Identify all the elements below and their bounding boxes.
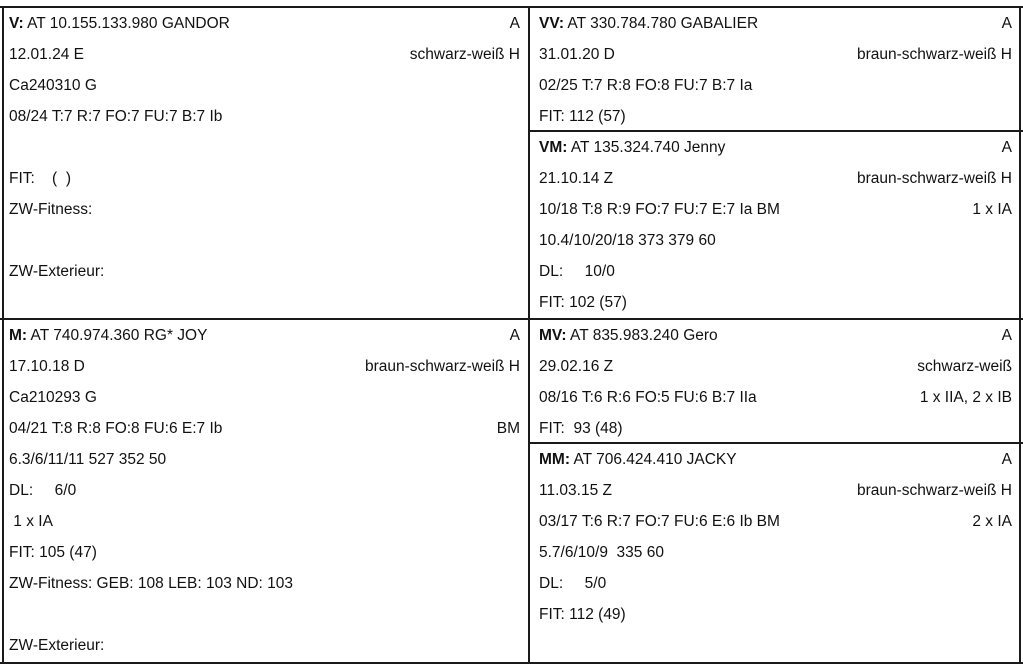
vm-color: braun-schwarz-weiß H xyxy=(856,170,1012,187)
vm-birthdate: 21.10.14 Z xyxy=(539,170,614,187)
dam-fit: FIT: 105 (47) xyxy=(9,544,97,561)
mv-fit: FIT: 93 (48) xyxy=(539,420,623,437)
mv-birthdate: 29.02.16 Z xyxy=(539,358,614,375)
mm-performance: 5.7/6/10/9 335 60 xyxy=(539,544,664,561)
dam-id-name: AT 740.974.360 RG* JOY xyxy=(27,327,208,344)
vm-performance: 10.4/10/20/18 373 379 60 xyxy=(539,232,716,249)
sire-label: V: xyxy=(9,15,24,32)
vm-award: 1 x IA xyxy=(972,201,1012,218)
mv-id-name: AT 835.983.240 Gero xyxy=(566,327,718,344)
sire-id-name: AT 10.155.133.980 GANDOR xyxy=(23,15,230,32)
sire-rating: 08/24 T:7 R:7 FO:7 FU:7 B:7 Ib xyxy=(9,108,223,125)
sire-block xyxy=(0,8,529,318)
dam-flag: A xyxy=(509,327,520,344)
sire-zw-fitness: ZW-Fitness: xyxy=(9,201,93,218)
sire-code: Ca240310 G xyxy=(9,77,97,94)
sire-birthdate: 12.01.24 E xyxy=(9,46,84,63)
vm-flag: A xyxy=(1001,139,1012,156)
vv-color: braun-schwarz-weiß H xyxy=(856,46,1012,63)
vm-fit: FIT: 102 (57) xyxy=(539,294,627,311)
bottom-border xyxy=(0,662,1023,664)
mm-label: MM: xyxy=(539,451,570,468)
dam-performance: 6.3/6/11/11 527 352 50 xyxy=(9,451,167,468)
dam-rating: 04/21 T:8 R:8 FO:8 FU:6 E:7 Ib xyxy=(9,420,223,437)
paternal-granddam-block xyxy=(530,132,1021,318)
dam-birthdate: 17.10.18 D xyxy=(9,358,85,375)
sire-zw-exterieur: ZW-Exterieur: xyxy=(9,263,105,280)
maternal-granddam-block xyxy=(530,444,1021,662)
mm-dl: DL: 5/0 xyxy=(539,575,607,592)
vv-fit: FIT: 112 (57) xyxy=(539,108,626,125)
mm-id-name: AT 706.424.410 JACKY xyxy=(570,451,737,468)
vv-flag: A xyxy=(1001,15,1012,32)
mv-color: schwarz-weiß xyxy=(917,358,1012,375)
mm-color: braun-schwarz-weiß H xyxy=(856,482,1012,499)
mm-birthdate: 11.03.15 Z xyxy=(539,482,612,499)
dam-award: 1 x IA xyxy=(9,513,53,530)
dam-block xyxy=(0,320,529,662)
vm-label: VM: xyxy=(539,139,568,156)
dam-zw-fitness: ZW-Fitness: GEB: 108 LEB: 103 ND: 103 xyxy=(9,575,294,592)
vv-label: VV: xyxy=(539,15,564,32)
mv-award: 1 x IIA, 2 x IB xyxy=(919,389,1012,406)
mm-rating: 03/17 T:6 R:7 FO:7 FU:6 E:6 Ib BM xyxy=(539,513,780,530)
dam-color: braun-schwarz-weiß H xyxy=(364,358,520,375)
dam-zw-exterieur: ZW-Exterieur: xyxy=(9,637,105,654)
dam-code: Ca210293 G xyxy=(9,389,97,406)
mm-award: 2 x IA xyxy=(972,513,1012,530)
vm-rating: 10/18 T:8 R:9 FO:7 FU:7 E:7 Ia BM xyxy=(539,201,780,218)
vv-birthdate: 31.01.20 D xyxy=(539,46,615,63)
sire-flag: A xyxy=(509,15,520,32)
dam-dl: DL: 6/0 xyxy=(9,482,77,499)
dam-label: M: xyxy=(9,327,28,344)
sire-fit: FIT: ( ) xyxy=(9,170,71,187)
sire-header xyxy=(0,8,529,39)
mm-fit: FIT: 112 (49) xyxy=(539,606,626,623)
maternal-grandsire-block xyxy=(530,320,1021,442)
paternal-grandsire-block xyxy=(530,8,1021,130)
vv-id-name: AT 330.784.780 GABALIER xyxy=(563,15,759,32)
sire-color: schwarz-weiß H xyxy=(409,46,520,63)
vm-dl: DL: 10/0 xyxy=(539,263,615,280)
vm-id-name: AT 135.324.740 Jenny xyxy=(567,139,726,156)
mm-flag: A xyxy=(1001,451,1012,468)
mv-rating: 08/16 T:6 R:6 FO:5 FU:6 B:7 IIa xyxy=(539,389,757,406)
mv-flag: A xyxy=(1001,327,1012,344)
vv-rating: 02/25 T:7 R:8 FO:8 FU:7 B:7 Ia xyxy=(539,77,753,94)
dam-bm: BM xyxy=(496,420,520,437)
mv-label: MV: xyxy=(539,327,567,344)
